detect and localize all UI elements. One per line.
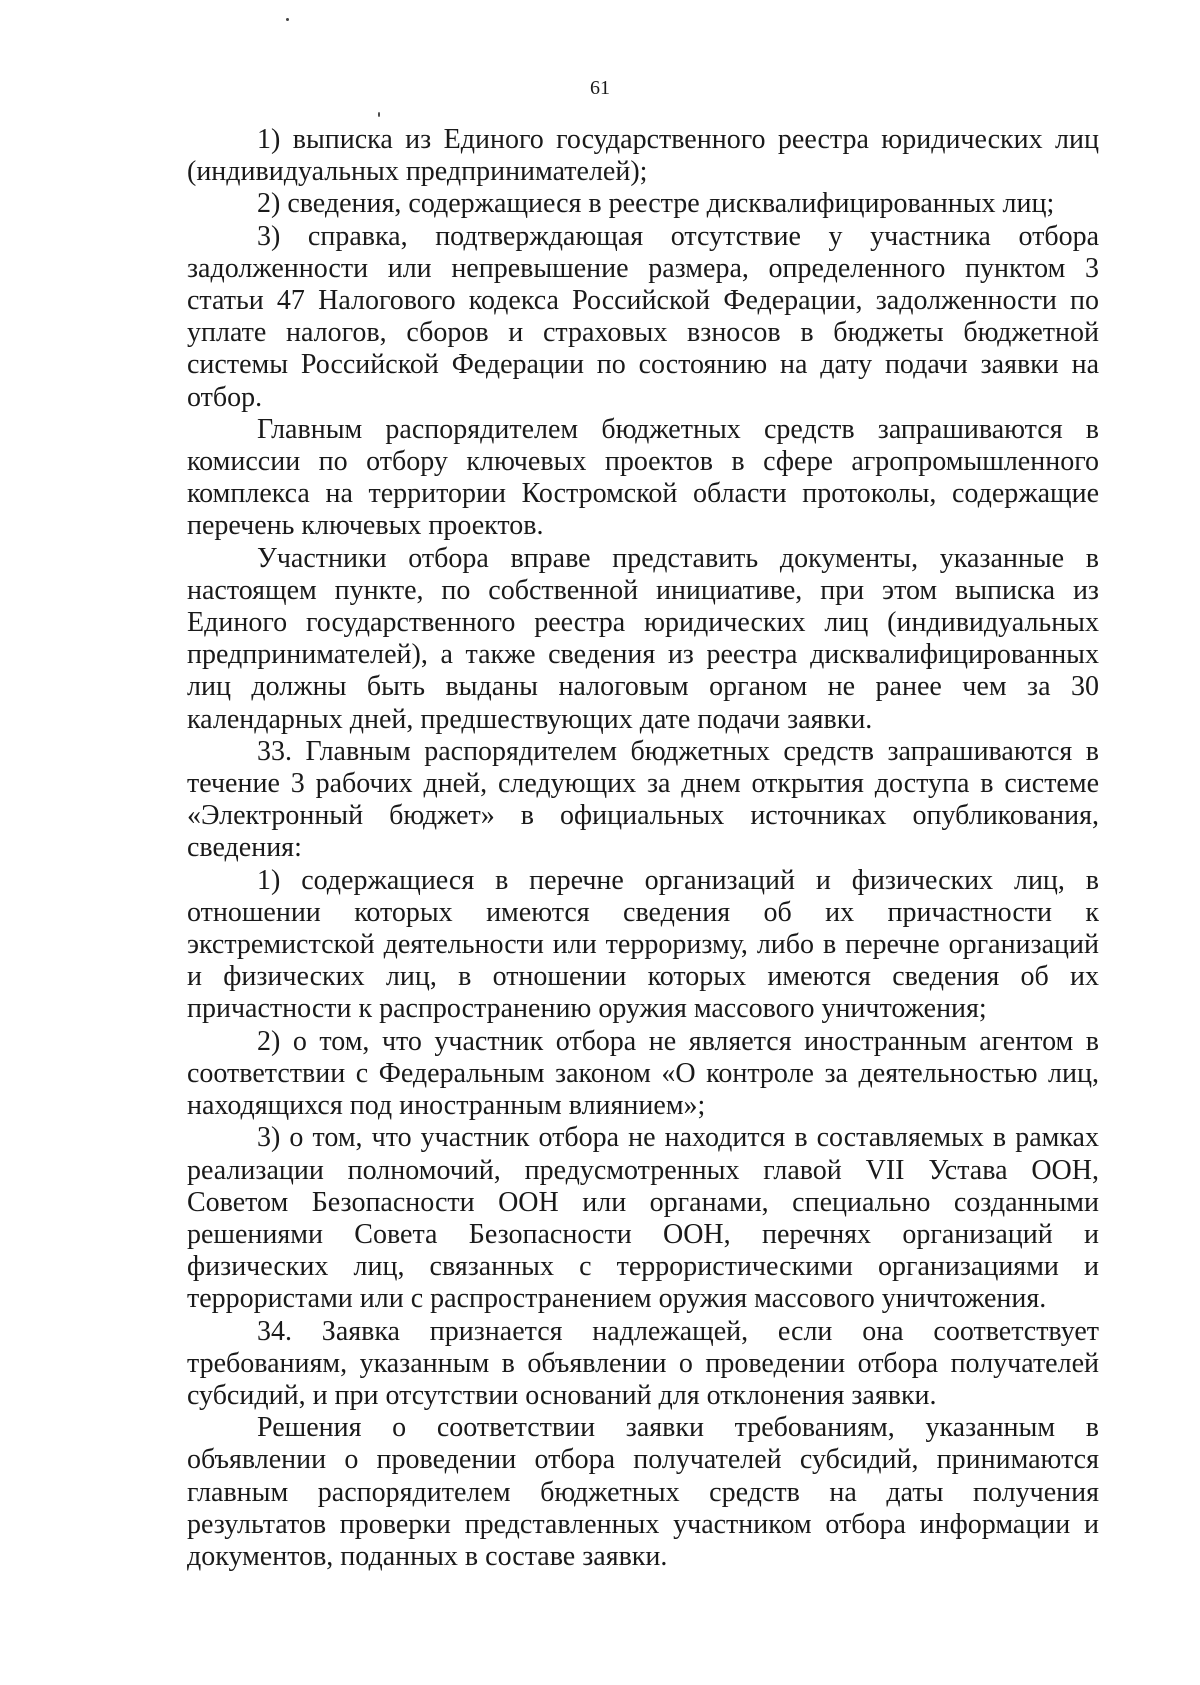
page-number: 61 — [590, 77, 610, 99]
list-item-foreign-agent: 2) о том, что участник отбора не является иностранным агентом в соответствии с Федеральным законом «О контроле за деятельностью лиц, находящихся под иностранным влиянием»; — [187, 1025, 1099, 1122]
list-item-egrul-extract: 1) выписка из Единого государственного реестра юридических лиц (индивидуальных предпринимателей); — [187, 124, 1099, 188]
clause-33: 33. Главным распорядителем бюджетных средств запрашиваются в течение 3 рабочих дней, следующих за днем открытия доступа в системе «Электронный бюджет» в официальных источниках опубликования, сведения: — [187, 735, 1099, 864]
clause-34: 34. Заявка признается надлежащей, если она соответствует требованиям, указанным в объявлении о проведении отбора получателей субсидий, и при отсутствии оснований для отклонения заявки. — [187, 1315, 1099, 1411]
scan-speck — [378, 112, 380, 117]
document-body — [187, 124, 1099, 1573]
paragraph-compliance-decisions: Решения о соответствии заявки требованиям, указанным в объявлении о проведении отбора получателей субсидий, принимаются главным распорядителем бюджетных средств на даты получения результатов проверки представленных участником отбора информации и документов, поданных в составе заявки. — [187, 1412, 1099, 1572]
paragraph-own-initiative: Участники отбора вправе представить документы, указанные в настоящем пункте, по собственной инициативе, при этом выписка из Единого государственного реестра юридических лиц (индивидуальных предпринимателей), а также сведения из реестра дисквалифицированных лиц должны быть выданы налоговым органом не ранее чем за 30 календарных дней, предшествующих дате подачи заявки. — [187, 542, 1099, 735]
scan-speck — [286, 18, 289, 21]
list-item-tax-debt-certificate: 3) справка, подтверждающая отсутствие у участника отбора задолженности или непревышение размера, определенного пунктом 3 статьи 47 Налогового кодекса Российской Федерации, задолженности по уплате налогов, сборов и страховых взносов в бюджеты бюджетной системы Российской Федерации по состоянию на дату подачи заявки на отбор. — [187, 220, 1099, 413]
list-item-extremism-list: 1) содержащиеся в перечне организаций и физических лиц, в отношении которых имеются сведения об их причастности к экстремистской деятельности или терроризму, либо в перечне организаций и физических лиц, в отношении которых имеются сведения об их причастности к распространению оружия массового уничтожения; — [187, 864, 1099, 1025]
paragraph-commission-protocols: Главным распорядителем бюджетных средств запрашиваются в комиссии по отбору ключевых проектов в сфере агропромышленного комплекса на территории Костромской области протоколы, содержащие перечень ключевых проектов. — [187, 413, 1099, 542]
list-item-disqualified-registry: 2) сведения, содержащиеся в реестре дисквалифицированных лиц; — [257, 188, 1055, 220]
list-item-un-sanctions: 3) о том, что участник отбора не находится в составляемых в рамках реализации полномочий, предусмотренных главой VII Устава ООН, Советом Безопасности ООН или органами, специально созданными решениями Совета Безопасности ООН, перечнях организаций и физических лиц, связанных с террористическими организациями и террористами или с распространением оружия массового уничтожения. — [187, 1122, 1099, 1315]
